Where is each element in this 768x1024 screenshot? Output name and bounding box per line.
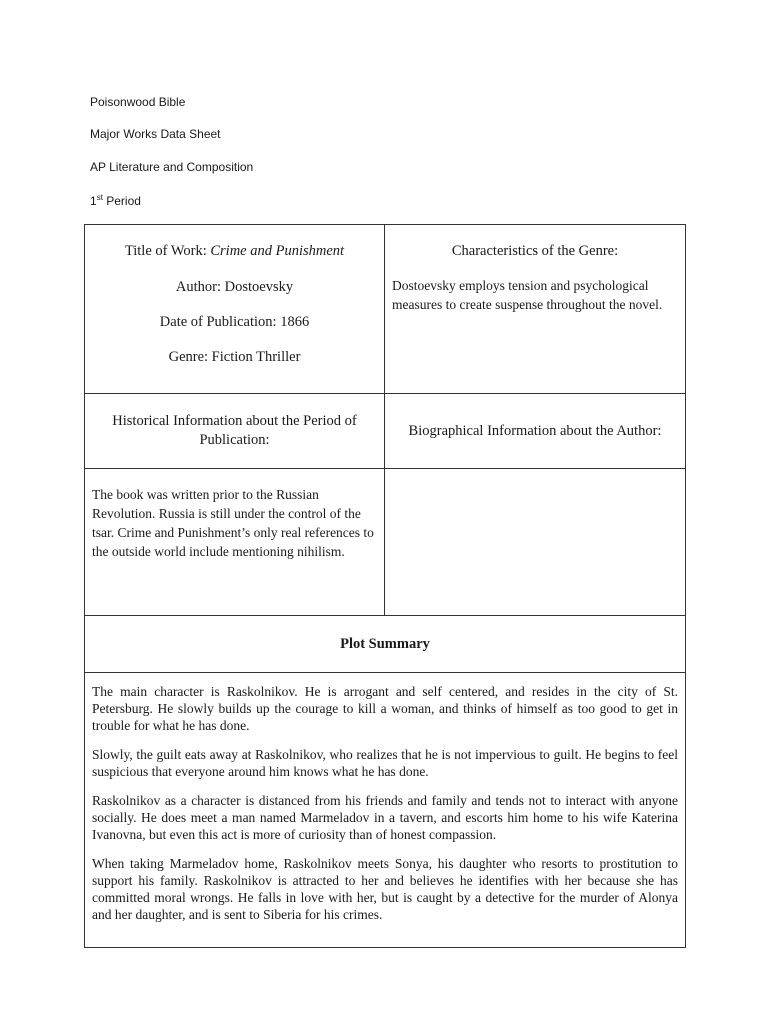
work-info-cell [85, 225, 385, 394]
biographical-text [385, 469, 686, 616]
author: Author: Dostoevsky [175, 279, 294, 295]
characteristics-text: Dostoevsky employs tension and psychological measures to create suspense throughout the novel. [392, 278, 663, 312]
plot-paragraph-1: The main character is Raskolnikov. He is arrogant and self centered, and resides in the city of St. Petersburg. He slowly builds up the courage to kill a woman, and thinks of himself as too good to get in trouble for what he has done. [92, 684, 678, 733]
period-label: Period [102, 194, 141, 208]
plot-paragraph-4: When taking Marmeladov home, Raskolnikov meets Sonya, his daughter who resorts to prostitution to support his family. Raskolnikov is attracted to her and believes he identifies with her because she has committed moral wrongs. He falls in love with her, but is caught by a detective for the murder of Alonya and her daughter, and is sent to Siberia for his crimes. [92, 856, 678, 922]
plot-summary-cell [85, 673, 686, 948]
plot-paragraph-3: Raskolnikov as a character is distanced from his friends and family and tends not to interact with anyone socially. He does meet a man named Marmeladov in a tavern, and escorts him home to his wife Katerina Ivanovna, but even this act is more of curiosity than of honest compassion. [92, 793, 678, 842]
biographical-heading-text: Biographical Information about the Author: [408, 422, 662, 439]
info-content-row [85, 469, 686, 616]
historical-heading-text: Historical Information about the Period of Publication: [112, 413, 357, 448]
plot-summary-body [92, 683, 678, 947]
historical-heading [85, 394, 385, 469]
historical-text: The book was written prior to the Russian Revolution. Russia is still under the control of the tsar. Crime and Punishment’s only real references to the outside world include mentioning nihilism. [85, 469, 385, 616]
class-period [90, 193, 141, 208]
plot-summary-heading: Plot Summary [85, 616, 686, 673]
work-info-row [85, 225, 686, 394]
plot-paragraph-2: Slowly, the guilt eats away at Raskolnikov, who realizes that he is not impervious to guilt. He begins to feel suspicious that everyone around him knows what he has done. [92, 747, 678, 779]
publication-date: Date of Publication: 1866 [159, 314, 310, 330]
data-sheet-table [84, 224, 686, 948]
title-label: Title of Work: [124, 243, 211, 259]
genre: Genre: Fiction Thriller [168, 349, 301, 365]
title-value: Crime and Punishment [210, 243, 345, 259]
period-suffix: st [96, 193, 103, 202]
document-subtitle: Major Works Data Sheet [90, 127, 221, 141]
course-name: AP Literature and Composition [90, 160, 254, 174]
characteristics-cell [385, 225, 686, 394]
title-of-work [85, 225, 384, 260]
characteristics-heading: Characteristics of the Genre: [451, 243, 619, 259]
info-headings-row [85, 394, 686, 469]
period-number: 1 [90, 194, 97, 208]
plot-heading-row [85, 616, 686, 673]
plot-content-row [85, 673, 686, 948]
biographical-heading [385, 394, 686, 469]
document-title: Poisonwood Bible [90, 95, 186, 109]
